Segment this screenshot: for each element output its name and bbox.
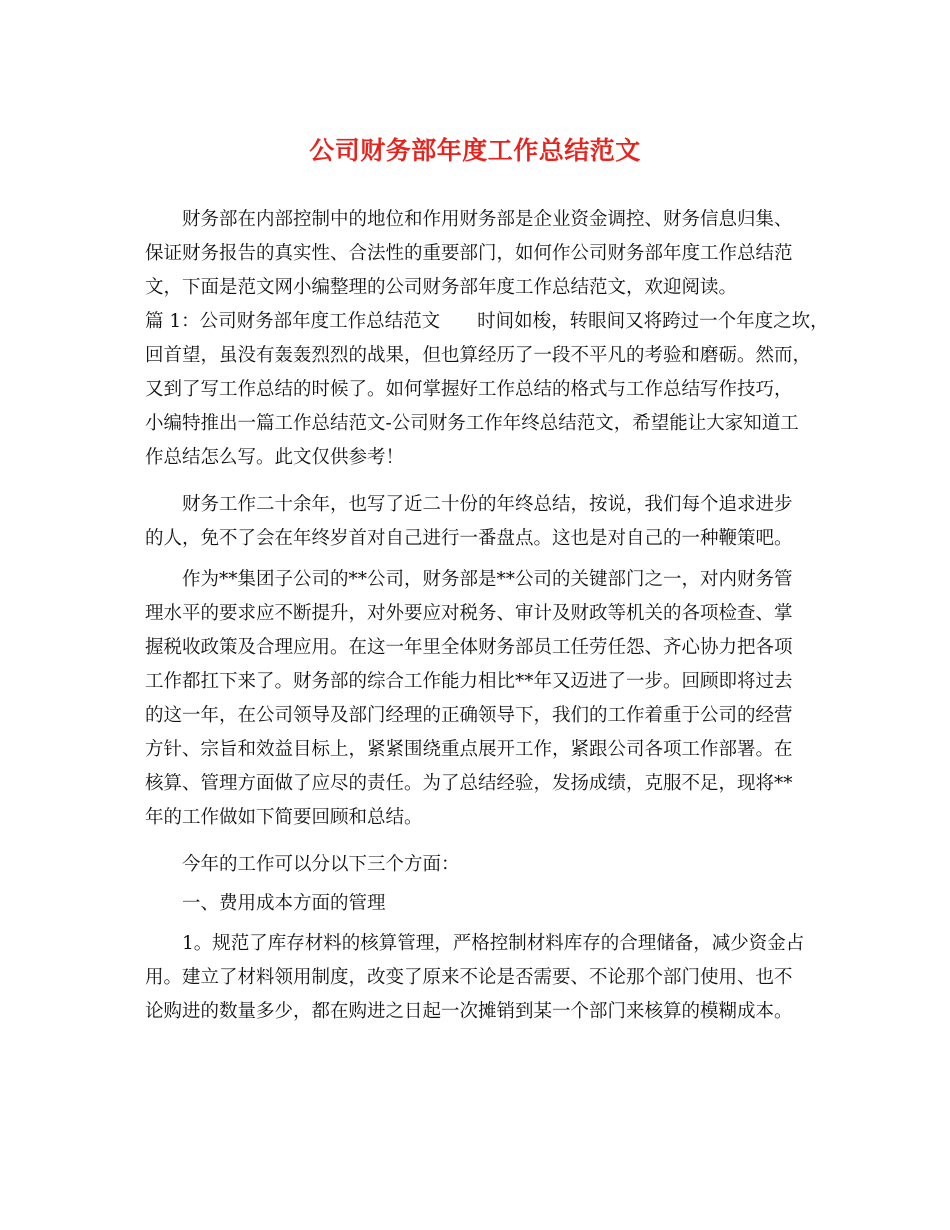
- body-line: 的人，免不了会在年终岁首对自己进行一番盘点。这也是对自己的一种鞭策吧。: [145, 528, 793, 549]
- body-line: 的这一年，在公司领导及部门经理的正确领导下，我们的工作着重于公司的经营: [145, 705, 793, 726]
- body-line: 方针、宗旨和效益目标上，紧紧围绕重点展开工作，紧跟公司各项工作部署。在: [145, 739, 793, 760]
- body-line: 今年的工作可以分以下三个方面：: [145, 854, 460, 875]
- body-line: 回首望，虽没有轰轰烈烈的战果，但也算经历了一段不平凡的考验和磨砺。然而，: [145, 345, 812, 366]
- body-line: 保证财务报告的真实性、合法性的重要部门，如何作公司财务部年度工作总结范: [145, 243, 793, 264]
- body-line: 财务工作二十余年，也写了近二十份的年终总结，按说，我们每个追求进步: [145, 494, 793, 515]
- body-line: 作总结怎么写。此文仅供参考！: [145, 447, 405, 468]
- body-line: 篇 1：公司财务部年度工作总结范文 时间如梭，转眼间又将跨过一个年度之坎，: [145, 311, 829, 332]
- body-line: 握税收政策及合理应用。在这一年里全体财务部员工任劳任怨、齐心协力把各项: [145, 637, 793, 658]
- body-line: 1。规范了库存材料的核算管理，严格控制材料库存的合理储备，减少资金占: [145, 933, 805, 954]
- body-line: 一、费用成本方面的管理: [145, 893, 386, 914]
- body-line: 工作都扛下来了。财务部的综合工作能力相比**年又迈进了一步。回顾即将过去: [145, 671, 793, 692]
- body-line: 文，下面是范文网小编整理的公司财务部年度工作总结范文，欢迎阅读。: [145, 277, 738, 298]
- body-line: 作为**集团子公司的**公司，财务部是**公司的关键部门之一，对内财务管: [145, 569, 793, 590]
- body-line: 又到了写工作总结的时候了。如何掌握好工作总结的格式与工作总结写作技巧，: [145, 379, 793, 400]
- body-line: 论购进的数量多少，都在购进之日起一次摊销到某一个部门来核算的模糊成本。: [145, 1001, 793, 1022]
- document-title: 公司财务部年度工作总结范文: [309, 136, 641, 165]
- body-line: 年的工作做如下简要回顾和总结。: [145, 807, 423, 828]
- body-line: 核算、管理方面做了应尽的责任。为了总结经验，发扬成绩，克服不足，现将**: [145, 773, 793, 794]
- body-line: 理水平的要求应不断提升，对外要应对税务、审计及财政等机关的各项检查、掌: [145, 603, 793, 624]
- body-line: 用。建立了材料领用制度，改变了原来不论是否需要、不论那个部门使用、也不: [145, 967, 793, 988]
- body-line: 小编特推出一篇工作总结范文-公司财务工作年终总结范文，希望能让大家知道工: [145, 413, 799, 434]
- body-line: 财务部在内部控制中的地位和作用财务部是企业资金调控、财务信息归集、: [145, 209, 793, 230]
